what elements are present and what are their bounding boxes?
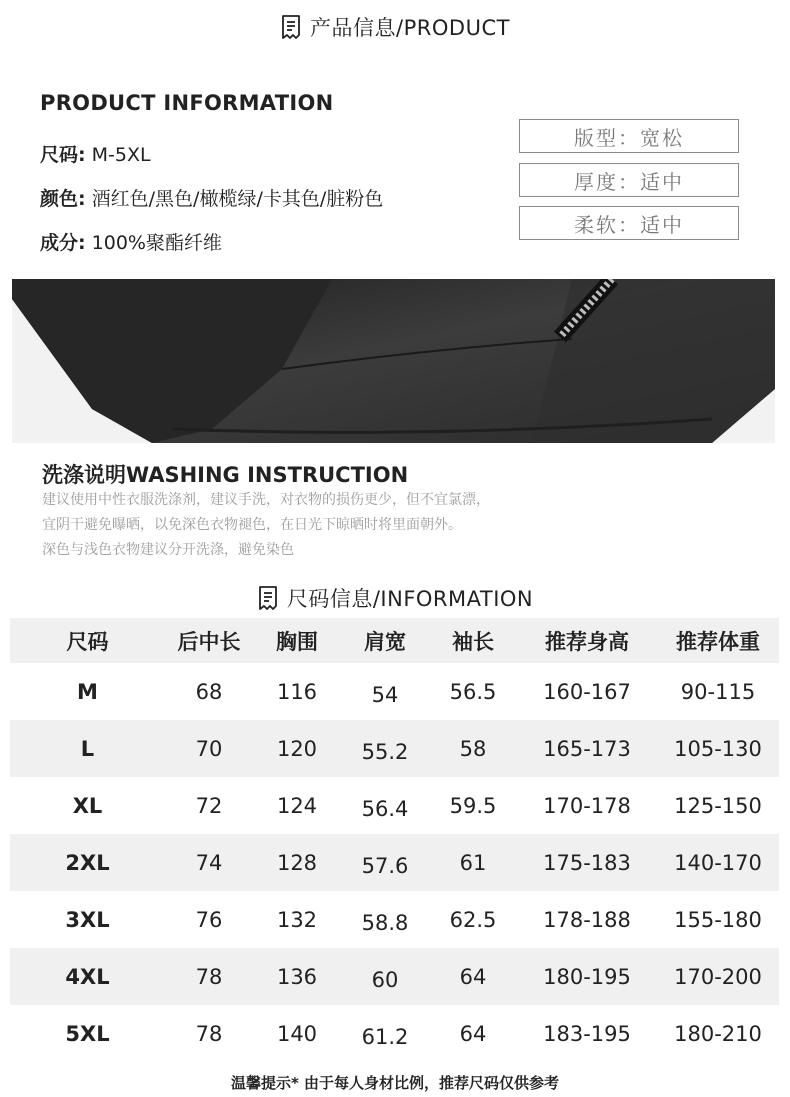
table-cell: [341, 663, 429, 720]
table-cell: 2XL: [10, 834, 165, 891]
table-cell: 105-130: [657, 720, 779, 777]
info-label: 成分:: [40, 232, 86, 254]
header-size: 尺码: [10, 618, 165, 663]
table-row: [10, 834, 779, 891]
attribute-softness-box: 柔软：适中: [519, 206, 739, 240]
table-row: [10, 777, 779, 834]
table-cell: 5XL: [65, 1021, 110, 1046]
table-cell: M: [77, 679, 98, 704]
table-cell: 3XL: [65, 907, 110, 932]
washing-title: 洗涤说明WASHING INSTRUCTION: [42, 463, 409, 487]
washing-line: 建议使用中性衣服洗涤剂，建议手洗，对衣物的损伤更少，但不宜氯漂，: [42, 492, 490, 508]
product-section-header: [0, 12, 790, 42]
cell-text: 56.4: [361, 796, 409, 821]
size-section-title: 尺码信息/INFORMATION: [286, 587, 534, 611]
header-weight: 推荐体重: [657, 618, 779, 663]
table-cell: 56.5: [449, 679, 497, 704]
table-cell: [341, 1005, 429, 1062]
table-cell: 136: [253, 948, 341, 1005]
fabric-closeup-photo: [12, 279, 775, 443]
table-cell: 165-173: [517, 720, 657, 777]
table-cell: 160-167: [543, 679, 631, 704]
table-cell: [341, 891, 429, 948]
table-row: [10, 1005, 779, 1062]
size-table-header-row: [10, 618, 779, 663]
table-cell: [341, 720, 429, 777]
table-cell: 4XL: [10, 948, 165, 1005]
info-row-size: [40, 140, 151, 167]
table-cell: 70: [165, 720, 253, 777]
info-value: 100%聚酯纤维: [91, 232, 222, 254]
cell-text: 55.2: [361, 739, 409, 764]
table-cell: 72: [195, 793, 223, 818]
attribute-fit-box: 版型：宽松: [519, 119, 739, 153]
table-cell: 155-180: [674, 907, 762, 932]
table-cell: 90-115: [680, 679, 756, 704]
table-cell: 140-170: [657, 834, 779, 891]
table-cell: 170-200: [657, 948, 779, 1005]
size-table: [10, 618, 779, 1062]
table-cell: 120: [253, 720, 341, 777]
info-label: 尺码:: [40, 144, 86, 166]
cell-text: 57.6: [361, 853, 409, 878]
table-cell: 170-178: [543, 793, 631, 818]
fabric-photo-art: [12, 279, 775, 443]
table-cell: 59.5: [449, 793, 497, 818]
product-section-title: 产品信息/PRODUCT: [310, 16, 510, 40]
header-chest: 胸围: [253, 618, 341, 663]
table-cell: 180-195: [517, 948, 657, 1005]
document-icon: [280, 14, 302, 40]
table-cell: 124: [276, 793, 318, 818]
washing-line: 深色与浅色衣物建议分开洗涤，避免染色: [42, 542, 294, 558]
table-row: [10, 891, 779, 948]
info-row-color: [40, 184, 383, 211]
table-cell: [341, 777, 429, 834]
document-icon: [257, 585, 279, 611]
info-label: 颜色:: [40, 188, 86, 210]
cell-text: 60: [371, 967, 399, 992]
table-cell: 183-195: [543, 1021, 631, 1046]
table-cell: L: [10, 720, 165, 777]
table-row: [10, 663, 779, 720]
table-cell: 62.5: [449, 907, 497, 932]
table-row: [10, 720, 779, 777]
table-row: [10, 948, 779, 1005]
table-cell: 132: [276, 907, 318, 932]
table-cell: [341, 948, 429, 1005]
table-cell: 116: [276, 679, 318, 704]
info-value: M-5XL: [91, 144, 151, 166]
product-info-title: PRODUCT INFORMATION: [40, 91, 334, 115]
table-cell: 128: [253, 834, 341, 891]
table-cell: [341, 834, 429, 891]
washing-text: [42, 488, 490, 563]
table-cell: 78: [195, 1021, 223, 1046]
header-back-length: 后中长: [165, 618, 253, 663]
table-cell: 64: [429, 948, 517, 1005]
info-row-material: [40, 228, 222, 255]
footer-note: 温馨提示* 由于每人身材比例，推荐尺码仅供参考: [230, 1074, 560, 1092]
table-cell: 125-150: [674, 793, 762, 818]
table-cell: 78: [165, 948, 253, 1005]
info-value: 酒红色/黑色/橄榄绿/卡其色/脏粉色: [91, 188, 384, 210]
table-cell: XL: [72, 793, 103, 818]
header-sleeve: 袖长: [429, 618, 517, 663]
table-cell: 175-183: [517, 834, 657, 891]
cell-text: 61.2: [361, 1024, 409, 1049]
size-section-header: [0, 583, 790, 613]
table-cell: 180-210: [674, 1021, 762, 1046]
table-cell: 58: [429, 720, 517, 777]
table-cell: 76: [195, 907, 223, 932]
header-shoulder: 肩宽: [341, 618, 429, 663]
washing-line: 宜阴干避免曝晒，以免深色衣物褪色，在日光下晾晒时将里面朝外。: [42, 517, 462, 533]
header-height: 推荐身高: [517, 618, 657, 663]
table-cell: 61: [429, 834, 517, 891]
table-cell: 68: [195, 679, 223, 704]
table-cell: 178-188: [543, 907, 631, 932]
table-cell: 64: [459, 1021, 487, 1046]
attribute-thickness-box: 厚度：适中: [519, 163, 739, 197]
table-cell: 140: [276, 1021, 318, 1046]
cell-text: 54: [371, 682, 399, 707]
table-cell: 74: [165, 834, 253, 891]
cell-text: 58.8: [361, 910, 409, 935]
